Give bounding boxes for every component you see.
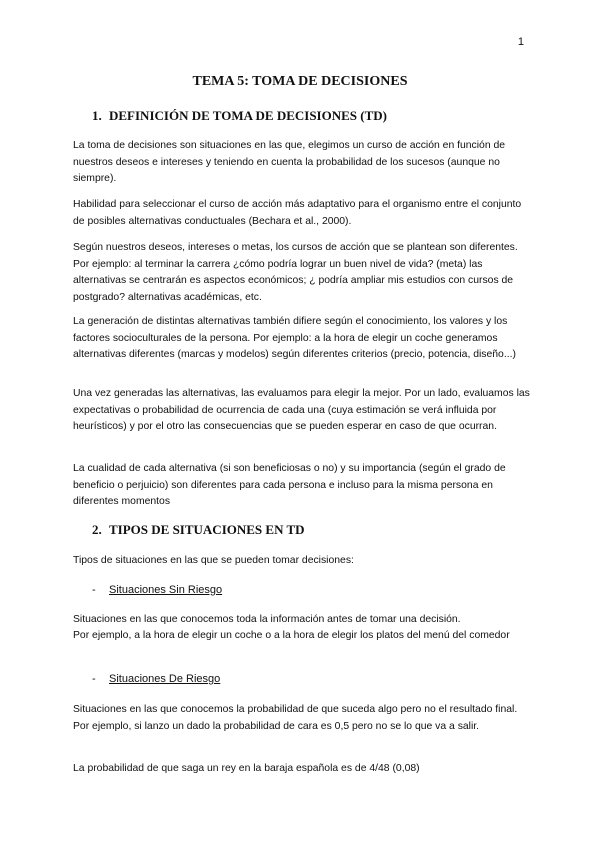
list-item [92, 584, 222, 596]
paragraph: Por ejemplo, a la hora de elegir un coche o a la hora de elegir los platos del menú del comedor [73, 630, 510, 641]
section-2-heading [92, 522, 305, 538]
page-number: 1 [517, 36, 524, 48]
section-1-heading-text: DEFINICIÓN DE TOMA DE DECISIONES (TD) [109, 108, 387, 123]
paragraph: La generación de distintas alternativas también difiere según el conocimiento, los valores y los factores socioculturales de la persona. Por ejemplo: a la hora de elegir un coche generamos alternativas diferentes (marcas y modelos) según diferentes criterios (precio, potencia, diseño...) [73, 316, 516, 360]
list-item [92, 673, 220, 685]
section-2-intro: Tipos de situaciones en las que se pueden tomar decisiones: [73, 555, 354, 566]
paragraph: La probabilidad de que saga un rey en la baraja española es de 4/48 (0,08) [73, 763, 420, 774]
paragraph: La cualidad de cada alternativa (si son beneficiosas o no) y su importancia (según el grado de beneficio o perjuicio) son diferentes para cada persona e incluso para la misma persona en diferentes momentos [73, 463, 506, 507]
bullet-marker: - [92, 673, 96, 685]
bullet-marker: - [92, 584, 96, 596]
list-item-label: Situaciones De Riesgo [109, 673, 221, 685]
section-2-number: 2. [92, 522, 102, 537]
paragraph: Según nuestros deseos, intereses o metas, los cursos de acción que se plantean son diferentes. Por ejemplo: al terminar la carrera ¿cómo podría lograr un buen nivel de vida? (meta) las alternativas se centrarán es aspectos económicos; ¿ podría ampliar mis estudios con cursos de postgrado? alternativas académicas, etc. [73, 242, 518, 303]
section-2-heading-text: TIPOS DE SITUACIONES EN TD [109, 522, 305, 537]
list-item-label: Situaciones Sin Riesgo [109, 584, 223, 596]
paragraph: La toma de decisiones son situaciones en las que, elegimos un curso de acción en función de nuestros deseos e intereses y teniendo en cuenta la probabilidad de los sucesos (aunque no siempre). [73, 140, 506, 184]
paragraph: Una vez generadas las alternativas, las evaluamos para elegir la mejor. Por un lado, evaluamos las expectativas o probabilidad de ocurrencia de cada una (cuya estimación se verá influida por heurísticos) y por el otro las consecuencias que se pueden esperar en caso de que ocurran. [73, 388, 530, 432]
section-1-number: 1. [92, 108, 102, 123]
paragraph: Habilidad para seleccionar el curso de acción más adaptativo para el organismo entre el conjunto de posibles alternativas conductuales (Bechara et al., 2000). [73, 199, 522, 227]
paragraph: Situaciones en las que conocemos la probabilidad de que suceda algo pero no el resultado final. Por ejemplo, si lanzo un dado la probabilidad de cara es 0,5 pero no se lo que va a salir. [73, 704, 518, 732]
document-title: TEMA 5: TOMA DE DECISIONES [192, 74, 408, 89]
section-1-heading [92, 108, 387, 124]
paragraph: Situaciones en las que conocemos toda la información antes de tomar una decisión. [73, 614, 461, 625]
